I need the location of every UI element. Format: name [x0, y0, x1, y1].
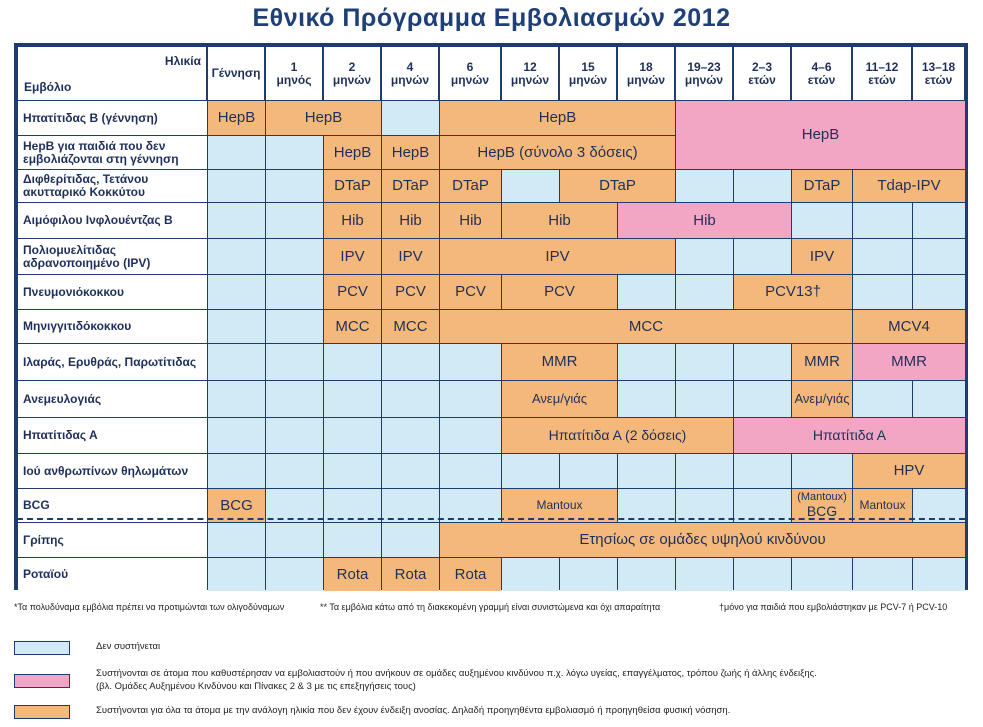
empty-cell [324, 381, 381, 417]
cell-hpv: HPV [853, 454, 965, 488]
empty-cell [382, 381, 439, 417]
vaccination-schedule-table [14, 43, 968, 590]
vaccine-name-11: BCG [18, 489, 207, 522]
page-title: Εθνικό Πρόγραμμα Εμβολιασμών 2012 [252, 4, 731, 32]
cell-ipv-4: IPV [382, 239, 439, 274]
empty-cell [618, 381, 675, 417]
vaccine-name-12: Γρίπης [18, 523, 207, 557]
footnote-3: †μόνο για παιδιά που εμβολιάστηκαν με PCV-7 ή PCV-10 [719, 602, 948, 612]
empty-cell [208, 170, 265, 202]
age-header-value: 2–3 [751, 59, 773, 74]
empty-cell [853, 239, 912, 274]
age-header-unit: μηνών [684, 72, 724, 87]
cell-mantoux-12: Mantoux [502, 489, 617, 522]
header-corner [18, 47, 207, 100]
empty-cell [324, 418, 381, 453]
vaccine-name-8: Ανεμευλογιάς [18, 381, 207, 417]
vaccine-label: Εμβόλιο [24, 80, 72, 95]
empty-cell [440, 381, 501, 417]
empty-cell [792, 454, 852, 488]
empty-cell [382, 344, 439, 380]
cell-ipv-6-18: IPV [440, 239, 675, 274]
age-header-value: 2 [348, 59, 356, 74]
cell-hib-6: Hib [440, 203, 501, 238]
footnote-1: *Τα πολυδύναμα εμβόλια πρέπει να προτιμώνται των ολιγοδύναμων [14, 602, 285, 612]
empty-cell [676, 170, 733, 202]
cell-rota-6: Rota [440, 558, 501, 591]
empty-cell [208, 344, 265, 380]
empty-cell [913, 239, 965, 274]
empty-cell [502, 454, 559, 488]
empty-cell [266, 558, 323, 591]
empty-cell [324, 454, 381, 488]
age-header-8 [676, 47, 733, 100]
empty-cell [382, 454, 439, 488]
age-header-value: 13–18 [921, 59, 956, 74]
empty-cell [734, 170, 791, 202]
empty-cell [266, 344, 323, 380]
vaccine-name-1: ΗepB για παιδιά που δεν εμβολιάζονται στη γέννηση [18, 136, 207, 169]
empty-cell [208, 275, 265, 309]
footnote-2: ** Τα εμβόλια κάτω από τη διακεκομένη γραμμή είναι συνιστώμενα και όχι απαραίτητα [320, 602, 661, 612]
age-header-unit: ετών [807, 72, 836, 87]
vaccine-name-5: Πνευμονιόκοκκου [18, 275, 207, 309]
cell-hepb2-4: HepB [382, 136, 439, 169]
age-header-2 [324, 47, 381, 100]
empty-cell [266, 454, 323, 488]
empty-cell [676, 381, 733, 417]
cell-hib-4: Hib [382, 203, 439, 238]
empty-cell [266, 203, 323, 238]
cell-mmr-46: MMR [792, 344, 852, 380]
cell-bcg-birth: BCG [208, 489, 265, 522]
empty-cell [266, 523, 323, 557]
cell-rota-2: Rota [324, 558, 381, 591]
age-header-value: 18 [639, 59, 653, 74]
empty-cell [853, 558, 912, 591]
vaccine-name-0: Ηπατίτιδας Β (γέννηση) [18, 101, 207, 135]
bcg-46-label: BCG [806, 502, 838, 519]
cell-hepa-pink: Ηπατίτιδα Α [734, 418, 965, 453]
legend-text-pink-1: Συστήνονται σε άτομα που καθυστέρησαν να εμβολιαστούν ή που ανήκουν σε ομάδες αυξημένου κινδύνου π.χ. λόγω υγείας, επαγγέλματος, τρόπου ζωής ή άλλης ένδειξης. [96, 668, 817, 679]
empty-cell [502, 558, 559, 591]
cell-dtap-4: DTaP [382, 170, 439, 202]
vaccine-name-7: Ιλαράς, Ερυθράς, Παρωτίτιδας [18, 344, 207, 380]
empty-cell [208, 239, 265, 274]
legend-all [14, 705, 982, 719]
empty-cell [676, 344, 733, 380]
empty-cell [266, 418, 323, 453]
legend-swatch-pink [14, 674, 70, 688]
cell-mmr-11: MMR [853, 344, 965, 380]
empty-cell [324, 344, 381, 380]
cell-var-12: Ανεμ/γιάς [502, 381, 617, 417]
cell-hepb-birth: HepB [208, 101, 265, 135]
empty-cell [618, 275, 675, 309]
legend-text-orange: Συστήνονται για όλα τα άτομα με την ανάλογη ηλικία που δεν έχουν ένδειξη ανοσίας. Δηλαδή προηγηθέντα εμβολιασμό ή προηγηθείσα φυσική νόσηση. [96, 705, 731, 716]
age-header-unit: μηνών [332, 72, 372, 87]
cell-mcv4: MCV4 [853, 310, 965, 343]
empty-cell [676, 454, 733, 488]
empty-cell [734, 344, 791, 380]
empty-cell [734, 454, 791, 488]
cell-hepb2-6-15: HepB (σύνολο 3 δόσεις) [440, 136, 675, 169]
age-header-10 [792, 47, 852, 100]
empty-cell [208, 310, 265, 343]
empty-cell [676, 558, 733, 591]
age-header-unit: μηνών [450, 72, 490, 87]
empty-cell [734, 381, 791, 417]
empty-cell [734, 239, 791, 274]
age-header-5 [502, 47, 559, 100]
empty-cell [208, 418, 265, 453]
empty-cell [618, 454, 675, 488]
empty-cell [440, 344, 501, 380]
vaccine-name-13: Ροταϊού [18, 558, 207, 591]
cell-dtap-2: DTaP [324, 170, 381, 202]
age-header-unit: μηνών [568, 72, 608, 87]
age-header-11 [853, 47, 912, 100]
empty-cell [734, 558, 791, 591]
cell-tdap-ipv: Tdap-IPV [853, 170, 965, 202]
age-header-value: 15 [581, 59, 595, 74]
cell-hepb-1-2: HepB [266, 101, 381, 135]
mantoux-46-label: (Mantoux) [797, 491, 847, 504]
cell-dtap-15-18: DTaP [560, 170, 675, 202]
age-header-12 [913, 47, 965, 100]
age-header-unit: μηνός [276, 72, 312, 87]
empty-cell [913, 381, 965, 417]
vaccine-name-3: Αιμόφιλου Ινφλουέντζας Β [18, 203, 207, 238]
empty-cell [266, 310, 323, 343]
age-header-4 [440, 47, 501, 100]
age-header-value: 4–6 [811, 59, 832, 74]
age-header-0 [208, 47, 265, 100]
cell-dtap-46: DTaP [792, 170, 852, 202]
empty-cell [266, 381, 323, 417]
vaccine-name-6: Μηνιγγιτιδόκοκκου [18, 310, 207, 343]
age-header-unit: μηνών [510, 72, 550, 87]
age-header-1 [266, 47, 323, 100]
cell-hib-2: Hib [324, 203, 381, 238]
cell-rota-4: Rota [382, 558, 439, 591]
cell-flu: Ετησίως σε ομάδες υψηλού κινδύνου [440, 523, 965, 557]
cell-hepa-12: Ηπατίτιδα Α (2 δόσεις) [502, 418, 733, 453]
age-header-value: 4 [406, 59, 414, 74]
cell-mcc-4: MCC [382, 310, 439, 343]
empty-cell [676, 275, 733, 309]
age-header-unit: μηνών [626, 72, 666, 87]
age-header-value: 6 [466, 59, 474, 74]
age-header-value: 19–23 [687, 59, 721, 74]
age-header-9 [734, 47, 791, 100]
empty-cell [208, 136, 265, 169]
legend-swatch-orange [14, 705, 70, 719]
cell-pcv-2: PCV [324, 275, 381, 309]
empty-cell [560, 454, 617, 488]
empty-cell [676, 239, 733, 274]
legend-text-blue: Δεν συστήνεται [96, 641, 161, 652]
age-header-value: 11–12 [865, 59, 899, 74]
empty-cell [208, 454, 265, 488]
age-header-value: Γέννηση [211, 66, 261, 81]
legend-swatch-blue [14, 641, 70, 655]
empty-cell [853, 381, 912, 417]
cell-hib-12-15: Hib [502, 203, 617, 238]
empty-cell [266, 275, 323, 309]
cell-hepb-6-18: HepB [440, 101, 675, 135]
cell-ipv-2: IPV [324, 239, 381, 274]
age-header-unit: ετών [924, 72, 953, 87]
empty-cell [382, 101, 439, 135]
recommended-divider-line [17, 518, 965, 520]
vaccine-name-4: Πολιομυελίτιδας αδρανοποιημένο (IPV) [18, 239, 207, 274]
cell-mantoux-11: Mantoux [853, 489, 912, 522]
empty-cell [208, 203, 265, 238]
legend-high-risk [14, 670, 982, 694]
empty-cell [266, 136, 323, 169]
age-header-3 [382, 47, 439, 100]
empty-cell [913, 275, 965, 309]
empty-cell [266, 239, 323, 274]
cell-mcc-2: MCC [324, 310, 381, 343]
empty-cell [618, 344, 675, 380]
empty-cell [502, 170, 559, 202]
age-header-value: 12 [523, 59, 537, 74]
empty-cell [266, 170, 323, 202]
age-header-7 [618, 47, 675, 100]
legend-text-pink-2: (βλ. Ομάδες Αυξημένου Κινδύνου και Πίνακες 2 & 3 με τις επεξηγήσεις τους) [96, 681, 416, 692]
empty-cell [792, 558, 852, 591]
cell-var-46: Ανεμ/γιάς [792, 381, 852, 417]
cell-hib-pink: Hib [618, 203, 791, 238]
age-header-unit: ετών [748, 72, 776, 87]
vaccine-name-10: Ιού ανθρωπίνων θηλωμάτων [18, 454, 207, 488]
empty-cell [853, 203, 912, 238]
cell-dtap-6: DTaP [440, 170, 501, 202]
empty-cell [913, 203, 965, 238]
empty-cell [560, 558, 617, 591]
vaccine-name-9: Ηπατίτιδας Α [18, 418, 207, 453]
empty-cell [208, 523, 265, 557]
empty-cell [913, 558, 965, 591]
age-header-value: 1 [290, 59, 298, 74]
age-header-unit: μηνών [390, 72, 430, 87]
empty-cell [324, 523, 381, 557]
cell-mmr-12: MMR [502, 344, 617, 380]
empty-cell [208, 558, 265, 591]
empty-cell [853, 275, 912, 309]
age-header-6 [560, 47, 617, 100]
footnotes [14, 602, 948, 612]
cell-ipv-46: IPV [792, 239, 852, 274]
age-header-unit: ετών [868, 72, 896, 87]
cell-pcv13: PCV13† [734, 275, 852, 309]
cell-hepb2-2: HepB [324, 136, 381, 169]
cell-pcv-12-15: PCV [502, 275, 617, 309]
empty-cell [382, 418, 439, 453]
empty-cell [208, 381, 265, 417]
cell-pcv-4: PCV [382, 275, 439, 309]
cell-mcc-6: MCC [440, 310, 852, 343]
legend-not-recommended [14, 641, 982, 655]
empty-cell [382, 523, 439, 557]
empty-cell [440, 418, 501, 453]
empty-cell [618, 558, 675, 591]
empty-cell [440, 454, 501, 488]
vaccine-name-2: Διφθερίτιδας, Τετάνου ακυτταρικό Κοκκύτου [18, 170, 207, 202]
age-label: Ηλικία [164, 54, 201, 68]
cell-pcv-6: PCV [440, 275, 501, 309]
empty-cell [792, 203, 852, 238]
cell-hepb-pink: HepB [676, 101, 965, 169]
